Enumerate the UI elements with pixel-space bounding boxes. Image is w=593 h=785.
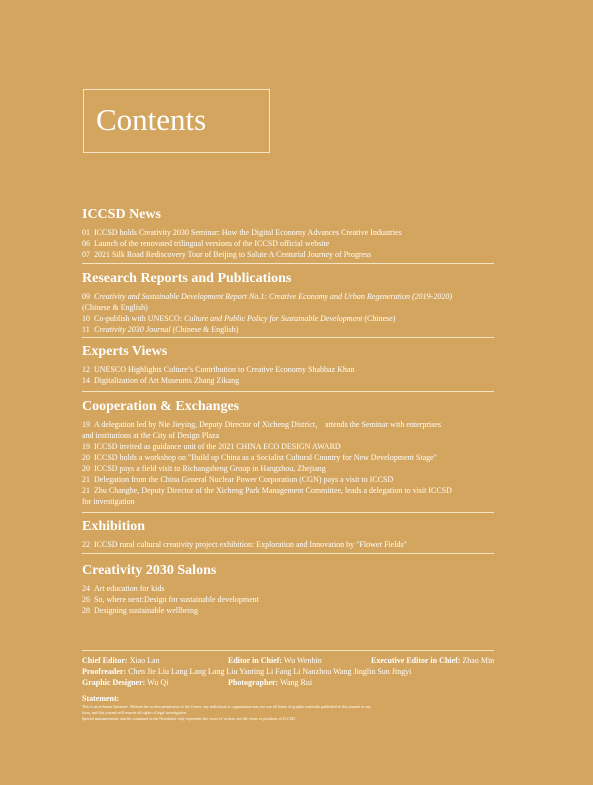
list-item[interactable]: 06 Launch of the renovated trilingual versions of the ICCSD official website	[82, 239, 330, 248]
contents-title-box	[83, 89, 270, 153]
page-title: Contents	[96, 102, 207, 137]
editor-in-chief: Wu Wenbin	[282, 656, 322, 665]
statement	[82, 694, 512, 722]
list-item[interactable]: 21 Zhu Changhe, Deputy Director of the Xicheng Park Management Committee, leads a delegation to visit ICCSD	[82, 486, 452, 495]
list-item[interactable]: 19 ICCSD invited as guidance unit of the 2021 CHINA ECO DESIGN AWARD	[82, 442, 341, 451]
divider	[82, 553, 494, 554]
photographer-label: Photographer:	[228, 678, 279, 687]
list-item[interactable]: 22 ICCSD rural cultural creativity project exhibition: Exploration and Innovation by "Flower Fields"	[82, 540, 407, 549]
list-item[interactable]: 20 ICCSD holds a workshop on "Build up China as a Socialist Cultural Country for New Development Stage"	[82, 453, 437, 462]
list-item-continuation: (Chinese & English)	[82, 303, 148, 312]
divider	[82, 263, 494, 264]
section-exhibition	[82, 519, 494, 550]
statement-line: Special announcement: articles contained in the Newsletter only represents the views of writers, not the views or positions of ICCSD.	[82, 716, 296, 721]
executive-editor-label: Executive Editor in Chief:	[371, 656, 461, 665]
list-item[interactable]: 07 2021 Silk Road Rediscovery Tour of Beijing to Salute A Centurial Journey of Progress	[82, 250, 372, 259]
credits-row-design	[82, 677, 512, 688]
divider	[82, 337, 494, 338]
section-title: Creativity 2030 Salons	[82, 563, 217, 578]
list-item-continuation: for investigation	[82, 497, 135, 506]
list-item[interactable]: 14 Digitalization of Art Museums Zhang Zikang	[82, 376, 240, 385]
section-title: ICCSD News	[82, 207, 161, 222]
list-item-continuation: and institutions at the City of Design Plaza	[82, 431, 220, 440]
executive-editor: Zhao Min	[460, 656, 495, 665]
credits-row-editors	[82, 655, 512, 666]
proofreaders: Chen Jie Liu Lang Lang Lang Liu Yanting Li Fang Li Nanzhou Wang Jinglin Sun Jingyi	[126, 667, 412, 676]
statement-line: This is an in-house literature. Without the written permission of the Center, any individual or organization may not use all forms of graphic materials published in this journal in any	[82, 704, 371, 709]
section-iccsd-news	[82, 207, 494, 260]
list-item[interactable]: 28 Designing sustainable wellbeing	[82, 606, 198, 615]
list-item[interactable]: 24 Art education for kids	[82, 584, 165, 593]
section-title: Research Reports and Publications	[82, 271, 292, 286]
list-item[interactable]: 10 Co-publish with UNESCO: Culture and Public Policy for Sustainable Development (Chinese)	[82, 314, 396, 323]
section-creativity-salons	[82, 563, 494, 616]
editor-in-chief-label: Editor in Chief:	[228, 656, 283, 665]
list-item[interactable]: 12 UNESCO Highlights Culture’s Contribution to Creative Economy Shahbaz Khan	[82, 365, 355, 374]
list-item[interactable]: 19 A delegation led by Nie Jieying, Deputy Director of Xicheng District， attends the Seminar with enterprises	[82, 420, 442, 429]
statement-label: Statement:	[82, 694, 120, 703]
section-research-reports	[82, 271, 494, 335]
statement-line: form, and this journal will reserve all rights of legal investigation.	[82, 710, 188, 715]
list-item[interactable]: 11 Creativity 2030 Journal (Chinese & English)	[82, 325, 239, 334]
list-item[interactable]: 09 Creativity and Sustainable Development Report No.1: Creative Economy and Urban Regeneration (2019-2020)	[82, 292, 452, 301]
graphic-designer-label: Graphic Designer:	[82, 678, 146, 687]
divider	[82, 391, 494, 392]
divider	[82, 512, 494, 513]
section-experts-views	[82, 344, 494, 386]
list-item[interactable]: 20 ICCSD pays a field visit to Richangsheng Group in Hangzhou, Zhejiang	[82, 464, 326, 473]
list-item[interactable]: 21 Delegation from the China General Nuclear Power Corporation (CGN) pays a visit to ICCSD	[82, 475, 394, 484]
graphic-designer: Wu Qi	[145, 678, 169, 687]
credits-divider	[82, 650, 494, 651]
section-cooperation-exchanges	[82, 399, 494, 507]
section-title: Cooperation & Exchanges	[82, 399, 240, 414]
proofreader-label: Proofreader:	[82, 667, 127, 676]
chief-editor-label: Chief Editor:	[82, 656, 128, 665]
credits	[82, 655, 512, 688]
credits-row-proofreader	[82, 666, 512, 677]
photographer: Wang Rui	[278, 678, 313, 687]
section-title: Experts Views	[82, 344, 168, 359]
list-item[interactable]: 01 ICCSD holds Creativity 2030 Seminar: How the Digital Economy Advances Creative Industries	[82, 228, 402, 237]
section-title: Exhibition	[82, 519, 146, 534]
chief-editor: Xiao Lan	[127, 656, 160, 665]
list-item[interactable]: 26 So, where next:Design for sustainable development	[82, 595, 259, 604]
